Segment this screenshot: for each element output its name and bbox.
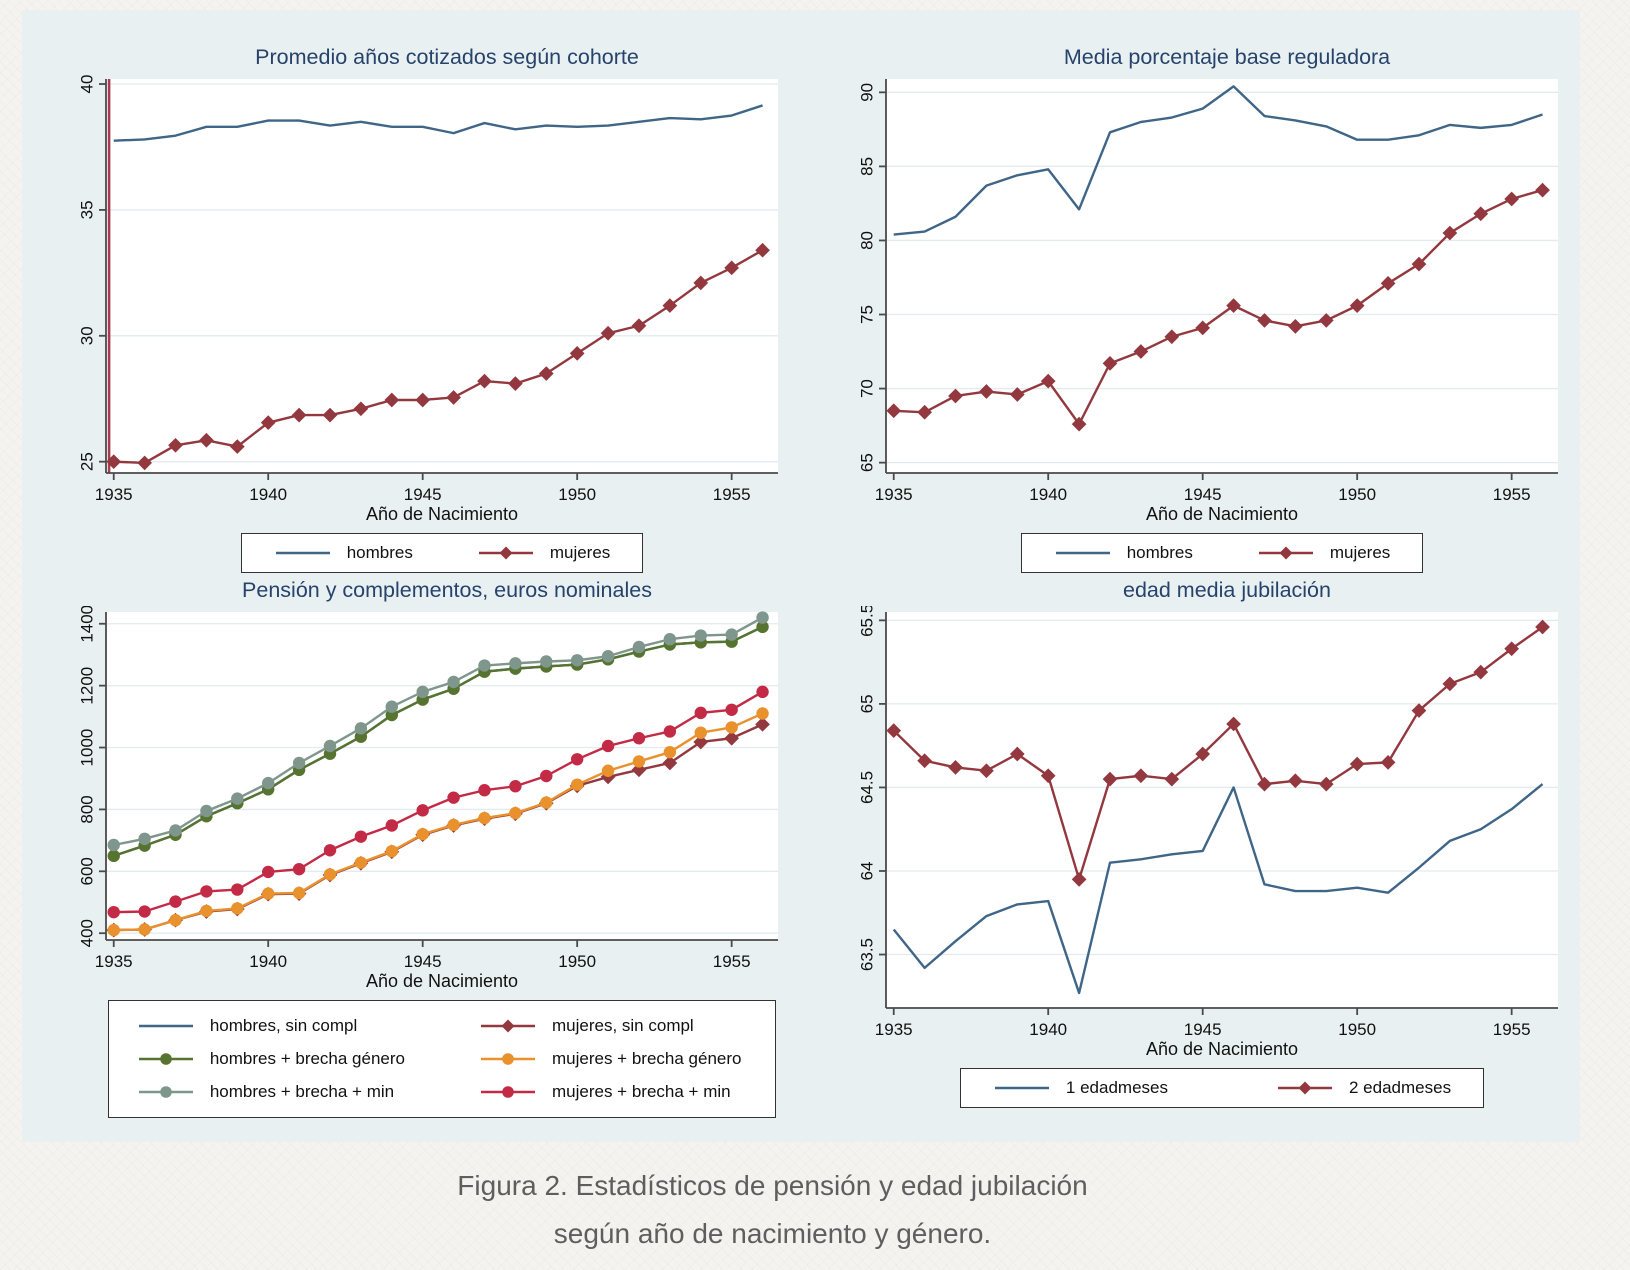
svg-text:1955: 1955 bbox=[1492, 1020, 1531, 1039]
svg-text:1940: 1940 bbox=[1029, 485, 1068, 504]
svg-text:1950: 1950 bbox=[558, 952, 597, 971]
legend-sample-circle bbox=[137, 1049, 195, 1069]
legend-item bbox=[1054, 543, 1193, 563]
svg-text:25: 25 bbox=[77, 452, 97, 472]
legend-box bbox=[241, 533, 644, 573]
svg-text:1940: 1940 bbox=[1029, 1020, 1068, 1039]
legend bbox=[106, 1000, 778, 1118]
svg-text:1400: 1400 bbox=[77, 606, 97, 643]
svg-text:1955: 1955 bbox=[712, 485, 751, 504]
svg-text:63.5: 63.5 bbox=[857, 937, 877, 972]
legend-box bbox=[1021, 533, 1424, 573]
svg-text:600: 600 bbox=[77, 857, 97, 886]
legend-label: mujeres, sin compl bbox=[552, 1016, 694, 1035]
svg-text:Año de Nacimiento: Año de Nacimiento bbox=[1145, 504, 1299, 523]
figure-caption-line2: según año de nacimiento y género. bbox=[553, 1218, 992, 1249]
svg-text:1950: 1950 bbox=[1338, 485, 1377, 504]
chart-title: Media porcentaje base reguladora bbox=[1063, 45, 1391, 69]
svg-text:1200: 1200 bbox=[77, 666, 97, 705]
svg-text:1945: 1945 bbox=[403, 952, 442, 971]
svg-text:65: 65 bbox=[857, 694, 877, 714]
svg-text:35: 35 bbox=[77, 200, 97, 220]
svg-text:85: 85 bbox=[857, 156, 877, 176]
legend-item bbox=[274, 543, 413, 563]
legend-sample-diamond bbox=[477, 543, 535, 563]
svg-text:65.5: 65.5 bbox=[857, 606, 877, 637]
legend-sample-diamond bbox=[479, 1016, 537, 1036]
legend-label: hombres bbox=[346, 543, 413, 562]
legend-item bbox=[479, 1082, 747, 1102]
legend-box bbox=[108, 1000, 776, 1118]
svg-text:1945: 1945 bbox=[1183, 1020, 1222, 1039]
svg-text:1940: 1940 bbox=[249, 952, 288, 971]
line-chart-pension-y-complementos bbox=[58, 606, 788, 990]
svg-text:1955: 1955 bbox=[712, 952, 751, 971]
legend-item bbox=[137, 1016, 405, 1036]
legend-label: 2 edadmeses bbox=[1349, 1078, 1452, 1097]
svg-text:1000: 1000 bbox=[77, 728, 97, 767]
svg-text:400: 400 bbox=[77, 919, 97, 948]
figure-caption bbox=[0, 1162, 1545, 1258]
chart-title: edad media jubilación bbox=[1123, 578, 1331, 602]
svg-text:Año de Nacimiento: Año de Nacimiento bbox=[365, 971, 519, 990]
chart-promedio-anos-cotizados bbox=[58, 45, 788, 573]
legend-label: hombres bbox=[1126, 543, 1193, 562]
legend-item bbox=[477, 543, 610, 563]
legend-label: hombres + brecha + min bbox=[209, 1082, 395, 1101]
svg-text:1945: 1945 bbox=[403, 485, 442, 504]
line-chart-promedio-anos-cotizados bbox=[58, 73, 788, 523]
svg-text:80: 80 bbox=[857, 230, 877, 250]
legend-item bbox=[137, 1082, 405, 1102]
legend-sample-line bbox=[274, 543, 332, 563]
svg-text:1935: 1935 bbox=[94, 952, 133, 971]
legend-item bbox=[137, 1049, 405, 1069]
legend-sample-circle bbox=[479, 1082, 537, 1102]
legend bbox=[886, 533, 1558, 573]
svg-text:1955: 1955 bbox=[1492, 485, 1531, 504]
svg-text:1935: 1935 bbox=[874, 485, 913, 504]
svg-text:64.5: 64.5 bbox=[857, 770, 877, 804]
chart-title: Promedio años cotizados según cohorte bbox=[255, 45, 639, 69]
legend-label: hombres + brecha género bbox=[209, 1049, 405, 1068]
figure-panel bbox=[22, 10, 1580, 1142]
legend bbox=[106, 533, 778, 573]
svg-text:1940: 1940 bbox=[249, 485, 288, 504]
legend-item bbox=[1257, 543, 1390, 563]
chart-pension-y-complementos bbox=[58, 578, 788, 1118]
svg-text:800: 800 bbox=[77, 795, 97, 824]
legend-label: mujeres bbox=[1329, 543, 1391, 562]
figure-caption-line1: Figura 2. Estadísticos de pensión y edad jubilación bbox=[457, 1170, 1088, 1201]
legend-box bbox=[960, 1068, 1484, 1108]
chart-media-porcentaje-base-reguladora bbox=[838, 45, 1568, 573]
legend-sample-line bbox=[993, 1078, 1051, 1098]
legend-sample-diamond bbox=[1276, 1078, 1334, 1098]
legend-item bbox=[1276, 1078, 1451, 1098]
line-chart-media-porcentaje-base-reguladora bbox=[838, 73, 1568, 523]
svg-text:1950: 1950 bbox=[1338, 1020, 1377, 1039]
legend-label: mujeres bbox=[549, 543, 611, 562]
legend-sample-circle bbox=[137, 1082, 195, 1102]
legend bbox=[886, 1068, 1558, 1108]
svg-text:Año de Nacimiento: Año de Nacimiento bbox=[365, 504, 519, 523]
legend-label: mujeres + brecha + min bbox=[552, 1082, 731, 1101]
svg-text:65: 65 bbox=[857, 453, 877, 473]
chart-edad-media-jubilacion bbox=[838, 578, 1568, 1108]
legend-item bbox=[479, 1016, 747, 1036]
svg-text:40: 40 bbox=[77, 74, 97, 94]
svg-text:75: 75 bbox=[857, 305, 877, 324]
svg-text:1935: 1935 bbox=[874, 1020, 913, 1039]
legend-label: 1 edadmeses bbox=[1065, 1078, 1168, 1097]
svg-text:64: 64 bbox=[857, 861, 877, 881]
svg-text:1935: 1935 bbox=[94, 485, 133, 504]
svg-text:Año de Nacimiento: Año de Nacimiento bbox=[1145, 1039, 1299, 1058]
legend-item bbox=[479, 1049, 747, 1069]
legend-item bbox=[993, 1078, 1168, 1098]
svg-text:30: 30 bbox=[77, 326, 97, 346]
legend-label: hombres, sin compl bbox=[209, 1016, 358, 1035]
svg-text:70: 70 bbox=[857, 379, 877, 399]
legend-sample-line bbox=[137, 1016, 195, 1036]
legend-sample-diamond bbox=[1257, 543, 1315, 563]
legend-sample-line bbox=[1054, 543, 1112, 563]
svg-text:1950: 1950 bbox=[558, 485, 597, 504]
svg-text:90: 90 bbox=[857, 82, 877, 102]
line-chart-edad-media-jubilacion bbox=[838, 606, 1568, 1058]
chart-title: Pensión y complementos, euros nominales bbox=[242, 578, 652, 602]
legend-sample-circle bbox=[479, 1049, 537, 1069]
svg-text:1945: 1945 bbox=[1183, 485, 1222, 504]
legend-label: mujeres + brecha género bbox=[552, 1049, 742, 1068]
